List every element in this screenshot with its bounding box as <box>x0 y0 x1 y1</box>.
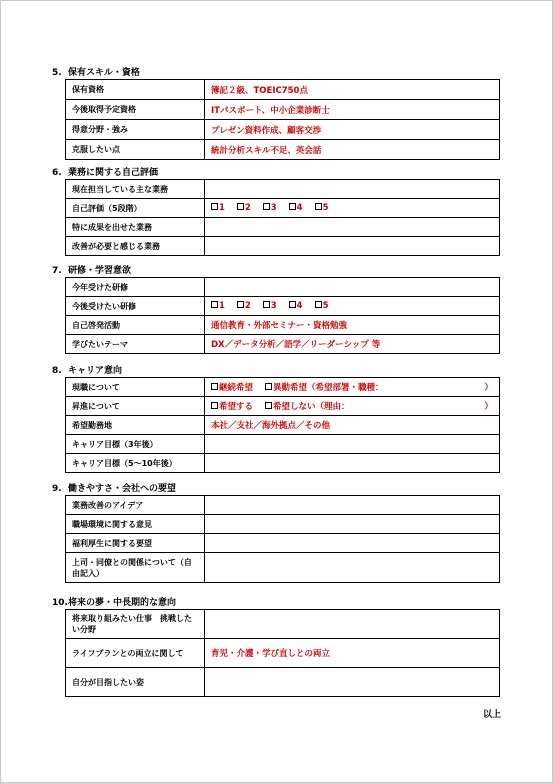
row-label: 克服したい点 <box>66 140 205 160</box>
table-row <box>66 397 500 416</box>
table-row <box>66 515 500 534</box>
rating-option[interactable]: 1 <box>211 203 225 213</box>
section-number: 6. <box>52 168 62 178</box>
section-title <box>52 365 500 377</box>
section-title-text: 保有スキル・資格 <box>68 68 140 78</box>
self-evaluation-table <box>65 179 500 256</box>
table-row <box>66 237 500 256</box>
row-value[interactable]: 通信教育・外部セミナー・資格勉強 <box>205 316 500 335</box>
table-row <box>66 435 500 454</box>
row-label: 得意分野・強み <box>66 120 205 140</box>
checkbox[interactable] <box>265 383 272 390</box>
row-value[interactable] <box>205 610 500 639</box>
row-value[interactable]: プレゼン資料作成、顧客交渉 <box>205 120 500 140</box>
row-label: ライフプランとの両立に関して <box>66 639 205 668</box>
section-future <box>52 597 500 697</box>
section-number: 10. <box>52 598 68 608</box>
row-label: 自分が目指したい姿 <box>66 668 205 697</box>
table-row <box>66 454 500 473</box>
checkbox[interactable] <box>289 301 296 308</box>
checkbox[interactable] <box>237 301 244 308</box>
closing-mark: 以上 <box>483 710 502 720</box>
row-value[interactable] <box>205 180 500 199</box>
future-table <box>65 609 500 697</box>
table-row <box>66 100 500 120</box>
table-row <box>66 199 500 218</box>
rating-option[interactable]: 1 <box>211 301 225 311</box>
checkbox[interactable] <box>211 301 218 308</box>
row-label: 福利厚生に関する要望 <box>66 534 205 553</box>
row-label: 現在担当している主な業務 <box>66 180 205 199</box>
checkbox[interactable] <box>211 402 218 409</box>
rating-option[interactable]: 4 <box>289 301 303 311</box>
row-value[interactable]: 本社／支社／海外拠点／その他 <box>205 416 500 435</box>
rating-option[interactable]: 3 <box>263 301 277 311</box>
section-training <box>52 265 500 354</box>
row-label: キャリア目標（5～10年後） <box>66 454 205 473</box>
table-row <box>66 553 500 583</box>
row-label: 保有資格 <box>66 80 205 100</box>
checkbox[interactable] <box>265 402 272 409</box>
row-value[interactable] <box>205 534 500 553</box>
section-title-text: キャリア意向 <box>68 366 123 376</box>
option-no-promotion[interactable]: 希望しない（理由： <box>265 402 350 412</box>
row-value[interactable]: 統計分析スキル不足、英会話 <box>205 140 500 160</box>
row-label: 今後取得予定資格 <box>66 100 205 120</box>
current-job-options: 継続希望 異動希望（希望部署・職種： ） <box>205 378 500 397</box>
rating-option[interactable]: 5 <box>315 301 329 311</box>
section-title <box>52 483 500 495</box>
row-value[interactable]: 簿記２級、TOEIC750点 <box>205 80 500 100</box>
section-title <box>52 265 500 277</box>
row-label: 特に成果を出せた業務 <box>66 218 205 237</box>
section-skills <box>52 67 500 160</box>
checkbox[interactable] <box>289 203 296 210</box>
table-row <box>66 534 500 553</box>
row-label: 希望勤務地 <box>66 416 205 435</box>
row-label: キャリア目標（3年後） <box>66 435 205 454</box>
checkbox[interactable] <box>237 203 244 210</box>
row-value[interactable] <box>205 668 500 697</box>
row-label: 今後受けたい研修 <box>66 297 205 316</box>
row-label: 自己啓発活動 <box>66 316 205 335</box>
checkbox[interactable] <box>211 383 218 390</box>
table-row <box>66 218 500 237</box>
row-label: 改善が必要と感じる業務 <box>66 237 205 256</box>
checkbox[interactable] <box>263 301 270 308</box>
table-row <box>66 316 500 335</box>
rating-option[interactable]: 2 <box>237 203 251 213</box>
row-value[interactable] <box>205 553 500 583</box>
rating-option[interactable]: 5 <box>315 203 329 213</box>
table-row <box>66 416 500 435</box>
section-self-evaluation <box>52 167 500 256</box>
checkbox[interactable] <box>211 203 218 210</box>
option-continue[interactable]: 継続希望 <box>211 381 253 393</box>
section-title-text: 研修・学習意欲 <box>68 266 132 276</box>
table-row <box>66 297 500 316</box>
rating-options <box>205 297 500 316</box>
rating-options <box>205 199 500 218</box>
table-row <box>66 140 500 160</box>
table-row <box>66 80 500 100</box>
row-value[interactable] <box>205 496 500 515</box>
section-number: 9. <box>52 484 62 494</box>
row-label: 学びたいテーマ <box>66 335 205 354</box>
row-value[interactable] <box>205 237 500 256</box>
table-row <box>66 335 500 354</box>
row-value[interactable]: ITパスポート、中小企業診断士 <box>205 100 500 120</box>
section-number: 5. <box>52 68 62 78</box>
table-row <box>66 278 500 297</box>
row-value[interactable] <box>205 435 500 454</box>
checkbox[interactable] <box>315 203 322 210</box>
table-row <box>66 668 500 697</box>
table-row <box>66 496 500 515</box>
table-row <box>66 610 500 639</box>
skills-table <box>65 79 500 160</box>
checkbox[interactable] <box>263 203 270 210</box>
row-label: 昇進について <box>66 397 205 416</box>
row-value[interactable] <box>205 515 500 534</box>
section-title-text: 将来の夢・中長期的な意向 <box>68 598 177 608</box>
row-label: 業務改善のアイデア <box>66 496 205 515</box>
row-label: 現職について <box>66 378 205 397</box>
row-value[interactable] <box>205 218 500 237</box>
table-row <box>66 639 500 668</box>
promotion-options: 希望する 希望しない（理由： ） <box>205 397 500 416</box>
row-label: 将来取り組みたい仕事 挑戦したい分野 <box>66 610 205 639</box>
career-table <box>65 377 500 473</box>
training-table <box>65 277 500 354</box>
section-title <box>52 67 500 79</box>
option-transfer[interactable]: 異動希望（希望部署・職種： <box>265 383 384 393</box>
row-label: 今年受けた研修 <box>66 278 205 297</box>
section-number: 7. <box>52 266 62 276</box>
table-row <box>66 120 500 140</box>
checkbox[interactable] <box>315 301 322 308</box>
row-value[interactable] <box>205 278 500 297</box>
requests-table <box>65 495 500 583</box>
section-career <box>52 365 500 473</box>
rating-option[interactable]: 4 <box>289 203 303 213</box>
table-row <box>66 180 500 199</box>
row-value[interactable]: DX／データ分析／語学／リーダーシップ 等 <box>205 335 500 354</box>
section-title-text: 働きやすさ・会社への要望 <box>68 484 177 494</box>
row-label: 職場環境に関する意見 <box>66 515 205 534</box>
rating-option[interactable]: 2 <box>237 301 251 311</box>
section-title <box>52 597 500 609</box>
section-number: 8. <box>52 366 62 376</box>
option-want-promotion[interactable]: 希望する <box>211 400 253 412</box>
section-requests <box>52 483 500 583</box>
table-row <box>66 378 500 397</box>
section-title <box>52 167 500 179</box>
row-label: 上司・同僚との関係について（自由記入） <box>66 553 205 583</box>
row-value[interactable] <box>205 454 500 473</box>
row-label: 自己評価（5段階） <box>66 199 205 218</box>
rating-option[interactable]: 3 <box>263 203 277 213</box>
row-value[interactable]: 育児・介護・学び直しとの両立 <box>205 639 500 668</box>
section-title-text: 業務に関する自己評価 <box>68 168 159 178</box>
